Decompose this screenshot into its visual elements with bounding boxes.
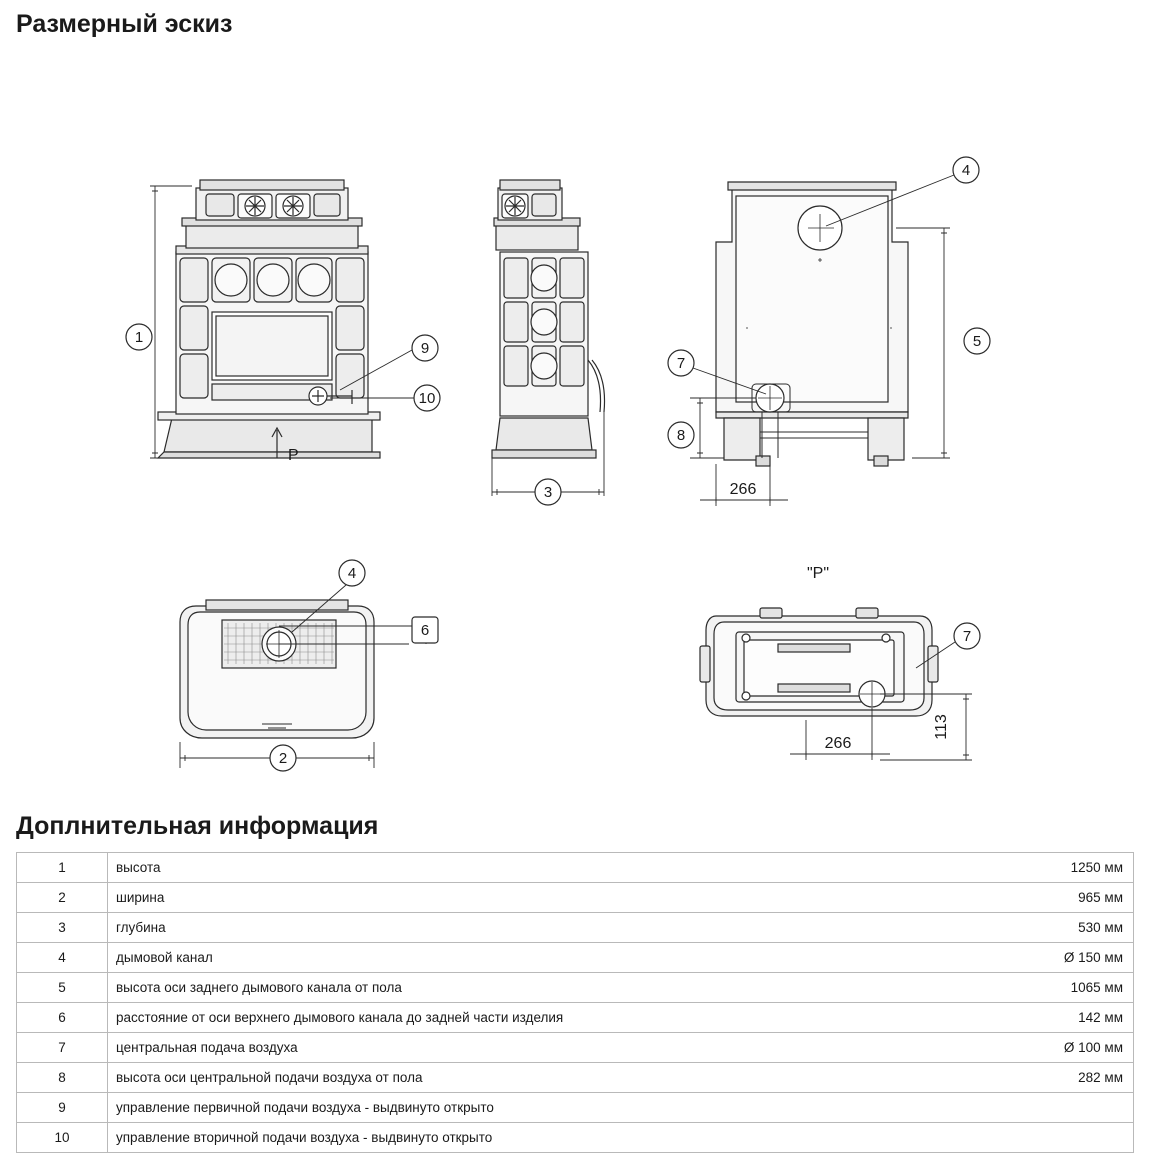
- table-row: [17, 1003, 1134, 1033]
- table-row: [17, 943, 1134, 973]
- table-row: [17, 883, 1134, 913]
- balloon-4-rear-label: 4: [961, 162, 971, 179]
- row-number: 8: [17, 1063, 108, 1093]
- row-number: 3: [17, 913, 108, 943]
- balloon-10-label: 10: [418, 390, 436, 407]
- table-row: [17, 853, 1134, 883]
- dim-113: 113: [933, 714, 950, 740]
- rear-view: [690, 182, 950, 506]
- balloon-2: [270, 745, 296, 771]
- table-row: [17, 1123, 1134, 1153]
- row-value: Ø 100 мм: [935, 1033, 1134, 1063]
- balloon-3-label: 3: [543, 484, 553, 501]
- front-view: [150, 180, 380, 458]
- row-value: [935, 1123, 1134, 1153]
- row-description: высота оси центральной подачи воздуха от пола: [108, 1063, 936, 1093]
- dim-266-rear: 266: [729, 481, 757, 498]
- row-value: [935, 1093, 1134, 1123]
- row-description: управление первичной подачи воздуха - выдвинуто открыто: [108, 1093, 936, 1123]
- row-value: 530 мм: [935, 913, 1134, 943]
- bottom-view-p: [700, 565, 972, 760]
- additional-info-table: [16, 852, 1134, 1153]
- row-value: 965 мм: [935, 883, 1134, 913]
- balloon-1-label: 1: [134, 329, 144, 346]
- row-number: 4: [17, 943, 108, 973]
- row-description: центральная подача воздуха: [108, 1033, 936, 1063]
- row-value: Ø 150 мм: [935, 943, 1134, 973]
- row-number: 5: [17, 973, 108, 1003]
- technical-drawing: [0, 60, 1150, 800]
- row-number: 1: [17, 853, 108, 883]
- balloon-1: [126, 324, 152, 350]
- table-body: [17, 853, 1134, 1153]
- table-row: [17, 1063, 1134, 1093]
- row-number: 9: [17, 1093, 108, 1123]
- table-row: [17, 913, 1134, 943]
- top-view: [180, 600, 430, 768]
- row-number: 7: [17, 1033, 108, 1063]
- row-number: 2: [17, 883, 108, 913]
- row-description: расстояние от оси верхнего дымового канала до задней части изделия: [108, 1003, 936, 1033]
- balloon-2-label: 2: [278, 750, 288, 767]
- balloon-8: [668, 422, 694, 448]
- row-value: 1250 мм: [935, 853, 1134, 883]
- balloon-7-bottom-label: 7: [962, 628, 972, 645]
- row-value: 282 мм: [935, 1063, 1134, 1093]
- view-p-label: "P": [806, 565, 830, 582]
- table-row: [17, 1033, 1134, 1063]
- row-description: высота оси заднего дымового канала от пола: [108, 973, 936, 1003]
- dim-266-bottom: 266: [824, 735, 852, 752]
- row-value: 1065 мм: [935, 973, 1134, 1003]
- balloon-6: [412, 617, 438, 643]
- balloon-5: [964, 328, 990, 354]
- page-title-additional-info: Доплнительная информация: [16, 812, 379, 840]
- row-value: 142 мм: [935, 1003, 1134, 1033]
- balloon-7-rear-label: 7: [676, 355, 686, 372]
- row-number: 10: [17, 1123, 108, 1153]
- row-description: высота: [108, 853, 936, 883]
- table-row: [17, 973, 1134, 1003]
- table-row: [17, 1093, 1134, 1123]
- balloon-3: [535, 479, 561, 505]
- balloon-5-label: 5: [972, 333, 982, 350]
- balloon-8-label: 8: [676, 427, 686, 444]
- balloon-6-label: 6: [420, 622, 430, 639]
- balloon-9-label: 9: [420, 340, 430, 357]
- side-view: [492, 180, 605, 496]
- row-number: 6: [17, 1003, 108, 1033]
- balloon-4-top-label: 4: [347, 565, 357, 582]
- page-title-dimensional-sketch: Размерный эскиз: [16, 10, 233, 38]
- row-description: ширина: [108, 883, 936, 913]
- arrow-p-label: P: [288, 447, 299, 464]
- row-description: управление вторичной подачи воздуха - выдвинуто открыто: [108, 1123, 936, 1153]
- row-description: дымовой канал: [108, 943, 936, 973]
- row-description: глубина: [108, 913, 936, 943]
